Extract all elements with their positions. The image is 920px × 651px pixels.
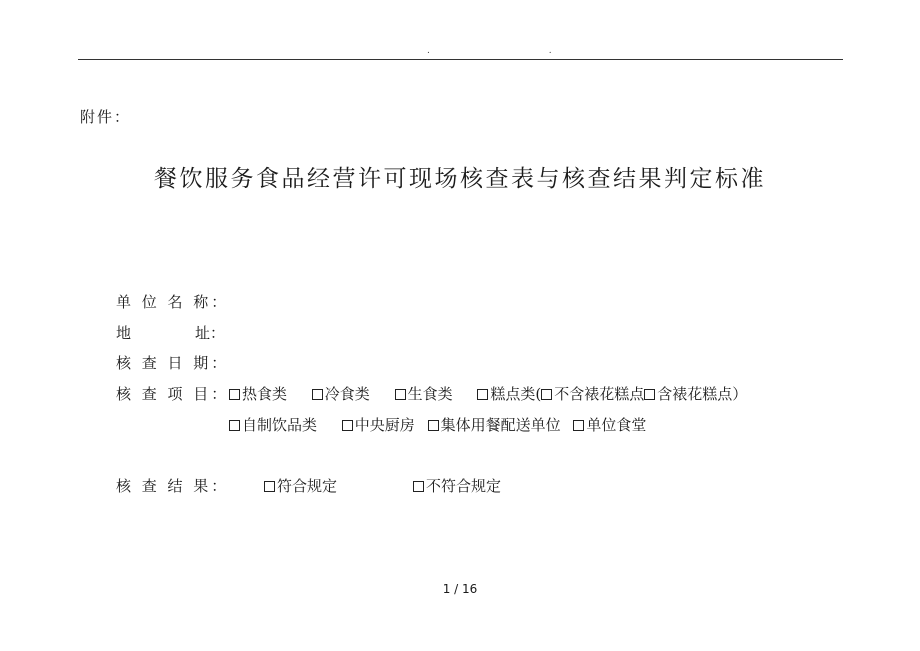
- option-label: 集体用餐配送单位: [440, 416, 561, 434]
- option-label: 自制饮品类: [242, 416, 318, 434]
- checkbox-icon[interactable]: [264, 481, 275, 492]
- address-label-left: 地: [116, 324, 132, 342]
- option-label: 糕点类(: [490, 385, 542, 403]
- result-noncompliant[interactable]: [413, 475, 501, 496]
- option-label: 不含裱花糕点: [554, 385, 645, 403]
- option-self-made-drinks[interactable]: [229, 416, 317, 434]
- checkbox-icon[interactable]: [395, 389, 406, 400]
- option-label: 含裱花糕点）: [657, 385, 748, 403]
- attachment-label: 附件：: [80, 108, 132, 126]
- checkbox-icon[interactable]: [477, 389, 488, 400]
- items-row-2: [229, 414, 646, 435]
- checkbox-icon[interactable]: [312, 389, 323, 400]
- checkbox-icon[interactable]: [229, 420, 240, 431]
- check-items-label: 核 查 项 目：: [116, 385, 230, 403]
- option-label: 中央厨房: [354, 416, 415, 434]
- checkbox-icon[interactable]: [644, 389, 655, 400]
- unit-name-row: [116, 291, 228, 312]
- result-compliant[interactable]: [264, 475, 337, 496]
- option-with-decoration[interactable]: [644, 385, 747, 403]
- document-title: 餐饮服务食品经营许可现场核查表与核查结果判定标准: [154, 166, 766, 192]
- checkbox-icon[interactable]: [573, 420, 584, 431]
- option-label: 符合规定: [277, 477, 338, 495]
- option-canteen[interactable]: [573, 416, 646, 434]
- option-cold-food[interactable]: [312, 385, 370, 403]
- option-label: 冷食类: [324, 385, 370, 403]
- option-label: 单位食堂: [586, 416, 647, 434]
- option-label: 生食类: [407, 385, 453, 403]
- option-no-decoration[interactable]: [541, 385, 644, 403]
- check-date-label: 核 查 日 期：: [116, 354, 230, 372]
- address-row: [116, 322, 226, 343]
- checkbox-icon[interactable]: [413, 481, 424, 492]
- checkbox-icon[interactable]: [229, 389, 240, 400]
- checkbox-icon[interactable]: [428, 420, 439, 431]
- option-pastry[interactable]: [477, 385, 541, 403]
- header-dots: . .: [427, 46, 610, 56]
- check-result-row: [116, 475, 229, 496]
- check-result-label: 核 查 结 果：: [116, 477, 230, 495]
- items-row-1: [229, 383, 747, 404]
- address-label-right: 址：: [195, 324, 226, 342]
- option-hot-food[interactable]: [229, 385, 287, 403]
- header-rule: [78, 59, 843, 60]
- option-central-kitchen[interactable]: [342, 416, 415, 434]
- option-label: 热食类: [242, 385, 288, 403]
- option-group-meal[interactable]: [428, 416, 561, 434]
- check-date-row: [116, 352, 228, 373]
- option-label: 不符合规定: [426, 477, 502, 495]
- checkbox-icon[interactable]: [342, 420, 353, 431]
- unit-name-label: 单 位 名 称：: [116, 293, 230, 311]
- page-number: 1 / 16: [442, 582, 478, 596]
- checkbox-icon[interactable]: [541, 389, 552, 400]
- option-raw-food[interactable]: [395, 385, 453, 403]
- check-items-row: [116, 383, 229, 404]
